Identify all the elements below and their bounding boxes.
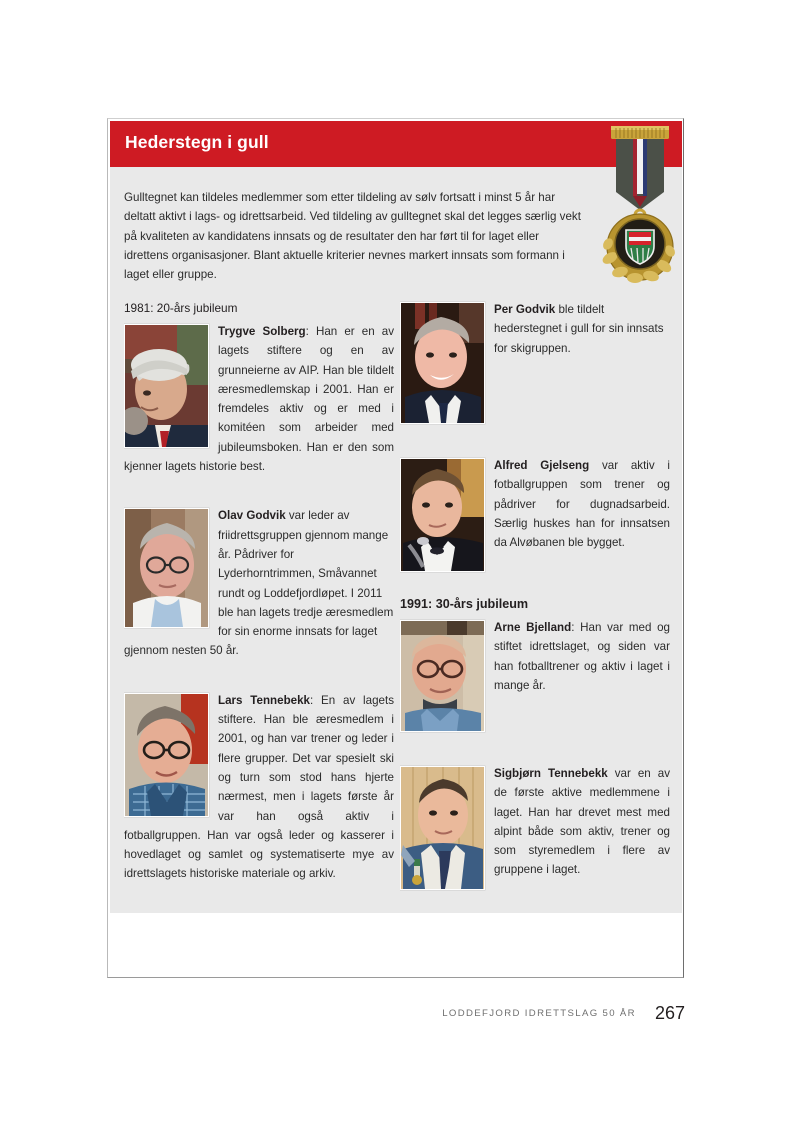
portrait-lars-tennebekk — [124, 693, 209, 817]
heading-1981: 1981: 20-års jubileum — [124, 301, 238, 315]
person-name: Lars Tennebekk — [218, 693, 310, 707]
person-description: Han er en av lagets stiftere og en av grunneierne av AIP. Han ble tildelt æresmedlemskap i 2001. Han er fremdeles aktiv og er med i komitéen som arbeider med jubileumsboken. Han er den som kjenner lagets historie best. — [124, 325, 394, 474]
entry-lars-tennebekk — [124, 691, 394, 884]
entry-trygve-solberg — [124, 322, 394, 476]
intro-paragraph: Gulltegnet kan tildeles medlemmer som etter tildeling av sølv fortsatt i minst 5 år har deltatt aktivt i lags- og idrettsarbeid. Ved tildeling av gulltegnet skal det legges særlig vekt på kvaliteten av kandidatens innsats og de resultater den har ført til for laget eller idrettens organisasjoner. Blant aktuelle kriterier nevnes markert innsats som formann i laget eller gruppe. — [124, 191, 581, 282]
person-name: Arne Bjelland — [494, 621, 572, 634]
entry-per-godvik — [400, 300, 670, 426]
person-description: Han var med og stiftet idrettslaget, og siden var han fotballtrener og aktiv i laget i mange år. — [494, 621, 670, 692]
entry-alfred-gjelseng — [400, 456, 670, 574]
portrait-per-godvik — [400, 302, 485, 424]
person-name-suffix: : — [310, 693, 314, 707]
spacer — [400, 748, 670, 764]
spacer — [400, 440, 670, 456]
person-name: Alfred Gjelseng — [494, 459, 590, 472]
person-description: var leder av friidrettsgruppen gjennom mange år. Pådriver for Lyderhorntrimmen, Småvannet rundt og Loddefjordløpet. I 2011 ble han lagets tredje æresmedlem for sin enorme innsats for laget gjennom nesten 50 år. — [124, 509, 394, 658]
person-description: var en av de første aktive medlemmene i laget. Han har drevet mest med alpint både som aktiv, trener og som styremedlem i flere av gruppene i laget. — [494, 767, 670, 877]
right-column — [400, 300, 670, 906]
gold-medal-icon — [597, 118, 683, 290]
spacer — [124, 675, 394, 691]
person-name: Sigbjørn Tennebekk — [494, 767, 608, 780]
page-number: 267 — [654, 1003, 685, 1023]
portrait-trygve-solberg — [124, 324, 209, 448]
person-description: En av lagets stiftere. Han ble æresmedlem i 2001, og han var trener og leder i flere grupper. Det var spesielt ski og turn som stod hans hjerte nærmest, men i lagets første år var han også aktiv i fotballgruppen. Han var også leder og kasserer i hovedlaget og samlet og systematiserte mye av idrettslagets historiske materiale og arkiv. — [124, 693, 394, 881]
person-description: ble tildelt hederstegnet i gull for sin innsats for skigruppen. — [494, 303, 664, 355]
person-name: Olav Godvik — [218, 509, 286, 523]
person-description: var aktiv i fotballgruppen som trener og pådriver for dugnadsarbeid. Særlig huskes han for innsatsen da Alvøbanen ble bygget. — [494, 459, 670, 550]
portrait-arne-bjelland — [400, 620, 485, 732]
portrait-sigbjorn-tennebekk — [400, 766, 485, 890]
person-name-suffix: : — [571, 621, 575, 634]
left-column — [124, 300, 394, 898]
entry-arne-bjelland — [400, 618, 670, 734]
portrait-alfred-gjelseng — [400, 458, 485, 572]
person-name-suffix: : — [305, 325, 309, 338]
spacer — [124, 490, 394, 506]
footer-label: LODDEFJORD IDRETTSLAG 50 ÅR — [442, 1008, 636, 1019]
page-title: Hederstegn i gull — [125, 132, 269, 152]
entry-sigbjorn-tennebekk — [400, 764, 670, 892]
page-footer — [0, 1003, 800, 1029]
portrait-olav-godvik — [124, 508, 209, 628]
person-name: Per Godvik — [494, 303, 556, 316]
spacer — [400, 588, 670, 596]
heading-1991: 1991: 30-års jubileum — [400, 597, 529, 611]
person-name: Trygve Solberg — [218, 325, 306, 338]
entry-olav-godvik — [124, 506, 394, 660]
